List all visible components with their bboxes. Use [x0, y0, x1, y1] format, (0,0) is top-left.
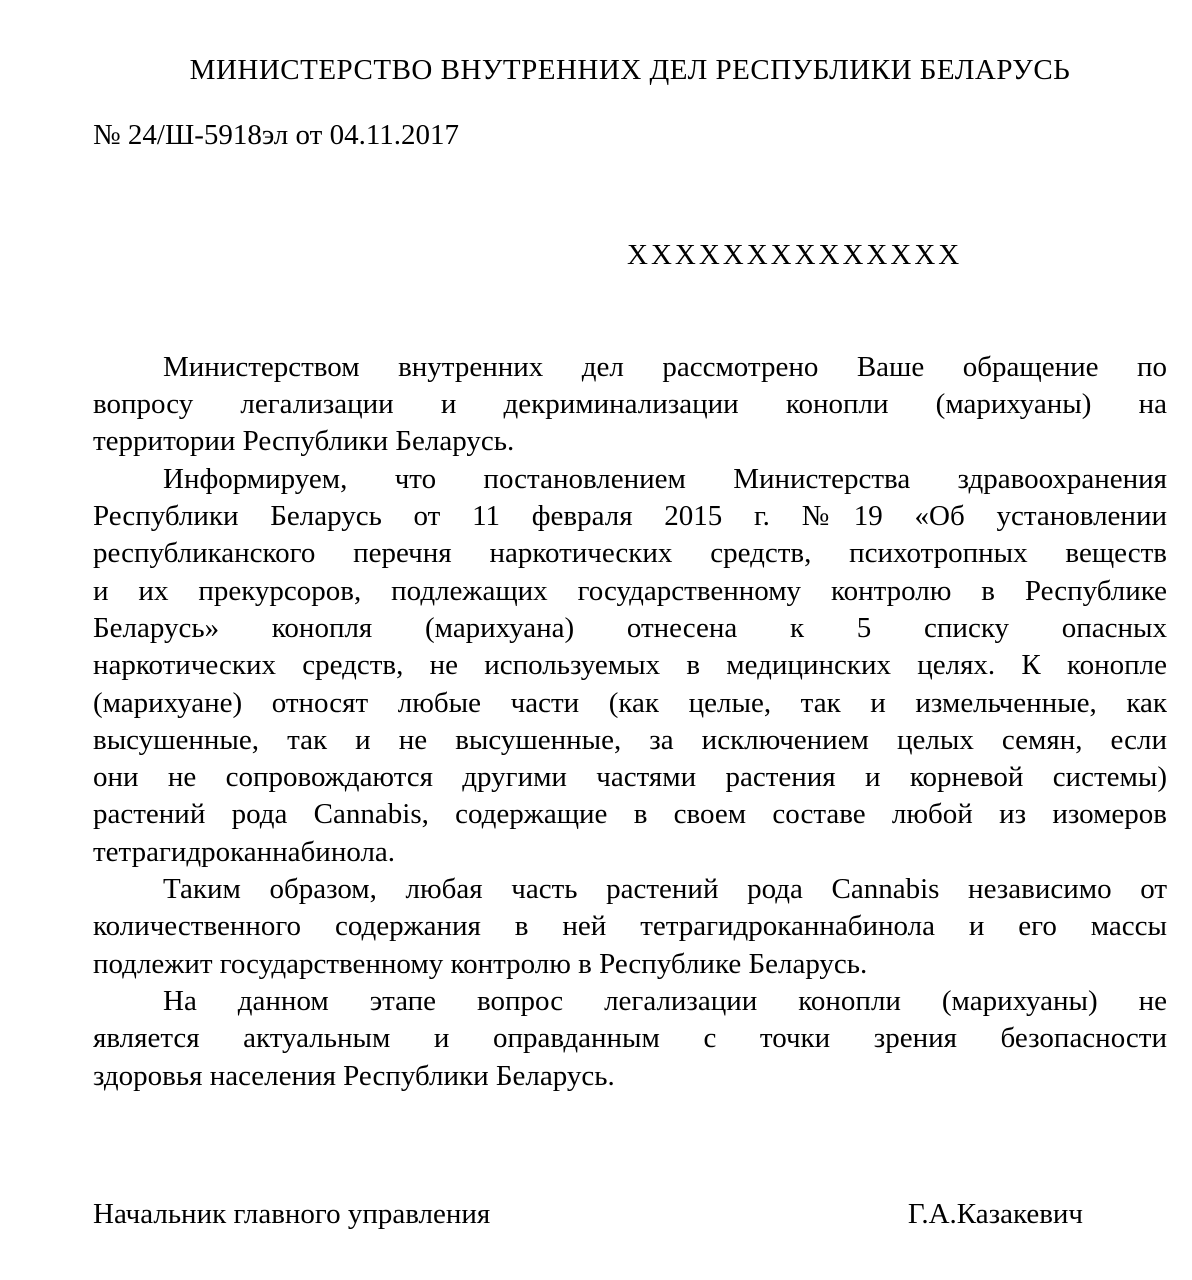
paragraph-line: На данном этапе вопрос легализации конопли (марихуаны) не	[163, 984, 1167, 1017]
paragraph-line: Республики Беларусь от 11 февраля 2015 г. №19 «Об установлении	[93, 500, 1167, 533]
paragraph-line: подлежит государственному контролю в Республике Беларусь.	[93, 947, 868, 980]
letter-body	[93, 349, 1167, 1095]
signature-row	[93, 1196, 1167, 1233]
reference-number: № 24/Ш-5918эл от 04.11.2017	[93, 119, 459, 152]
paragraph-line: количественного содержания в ней тетрагидроканнабинола и его массы	[93, 910, 1167, 943]
paragraph-line: Беларусь» конопля (марихуана) отнесена к 5 списку опасных	[93, 611, 1167, 644]
addressee-placeholder: XXXXXXXXXXXXXX	[627, 238, 963, 271]
paragraph-line: наркотических средств, не используемых в медицинских целях. К конопле	[93, 649, 1167, 682]
paragraph-line: и их прекурсоров, подлежащих государственному контролю в Республике	[93, 574, 1167, 607]
paragraph-line: является актуальным и оправданным с точки зрения безопасности	[93, 1022, 1167, 1055]
paragraph-line: высушенные, так и не высушенные, за исключением целых семян, если	[93, 723, 1167, 756]
signature-position: Начальник главного управления	[93, 1197, 491, 1230]
paragraph-line: здоровья населения Республики Беларусь.	[93, 1059, 615, 1092]
paragraph-line: Министерством внутренних дел рассмотрено Ваше обращение по	[163, 350, 1167, 383]
paragraph-line: растений рода Cannabis, содержащие в своем составе любой из изомеров	[93, 798, 1167, 831]
document-title: МИНИСТЕРСТВО ВНУТРЕННИХ ДЕЛ РЕСПУБЛИКИ БЕЛАРУСЬ	[189, 54, 1071, 86]
paragraph-line: Информируем, что постановлением Министерства здравоохранения	[163, 462, 1167, 495]
paragraph-line: тетрагидроканнабинола.	[93, 835, 396, 868]
paragraph-line: (марихуане) относят любые части (как целые, так и измельченные, как	[93, 686, 1167, 719]
paragraph-line: вопросу легализации и декриминализации конопли (марихуаны) на	[93, 388, 1167, 421]
signature-name: Г.А.Казакевич	[907, 1197, 1083, 1230]
paragraph-line: они не сопровождаются другими частями растения и корневой системы)	[93, 761, 1167, 794]
paragraph-line: Таким образом, любая часть растений рода Cannabis независимо от	[163, 873, 1167, 906]
paragraph-line: территории Республики Беларусь.	[93, 425, 515, 458]
paragraph-line: республиканского перечня наркотических средств, психотропных веществ	[93, 537, 1167, 570]
